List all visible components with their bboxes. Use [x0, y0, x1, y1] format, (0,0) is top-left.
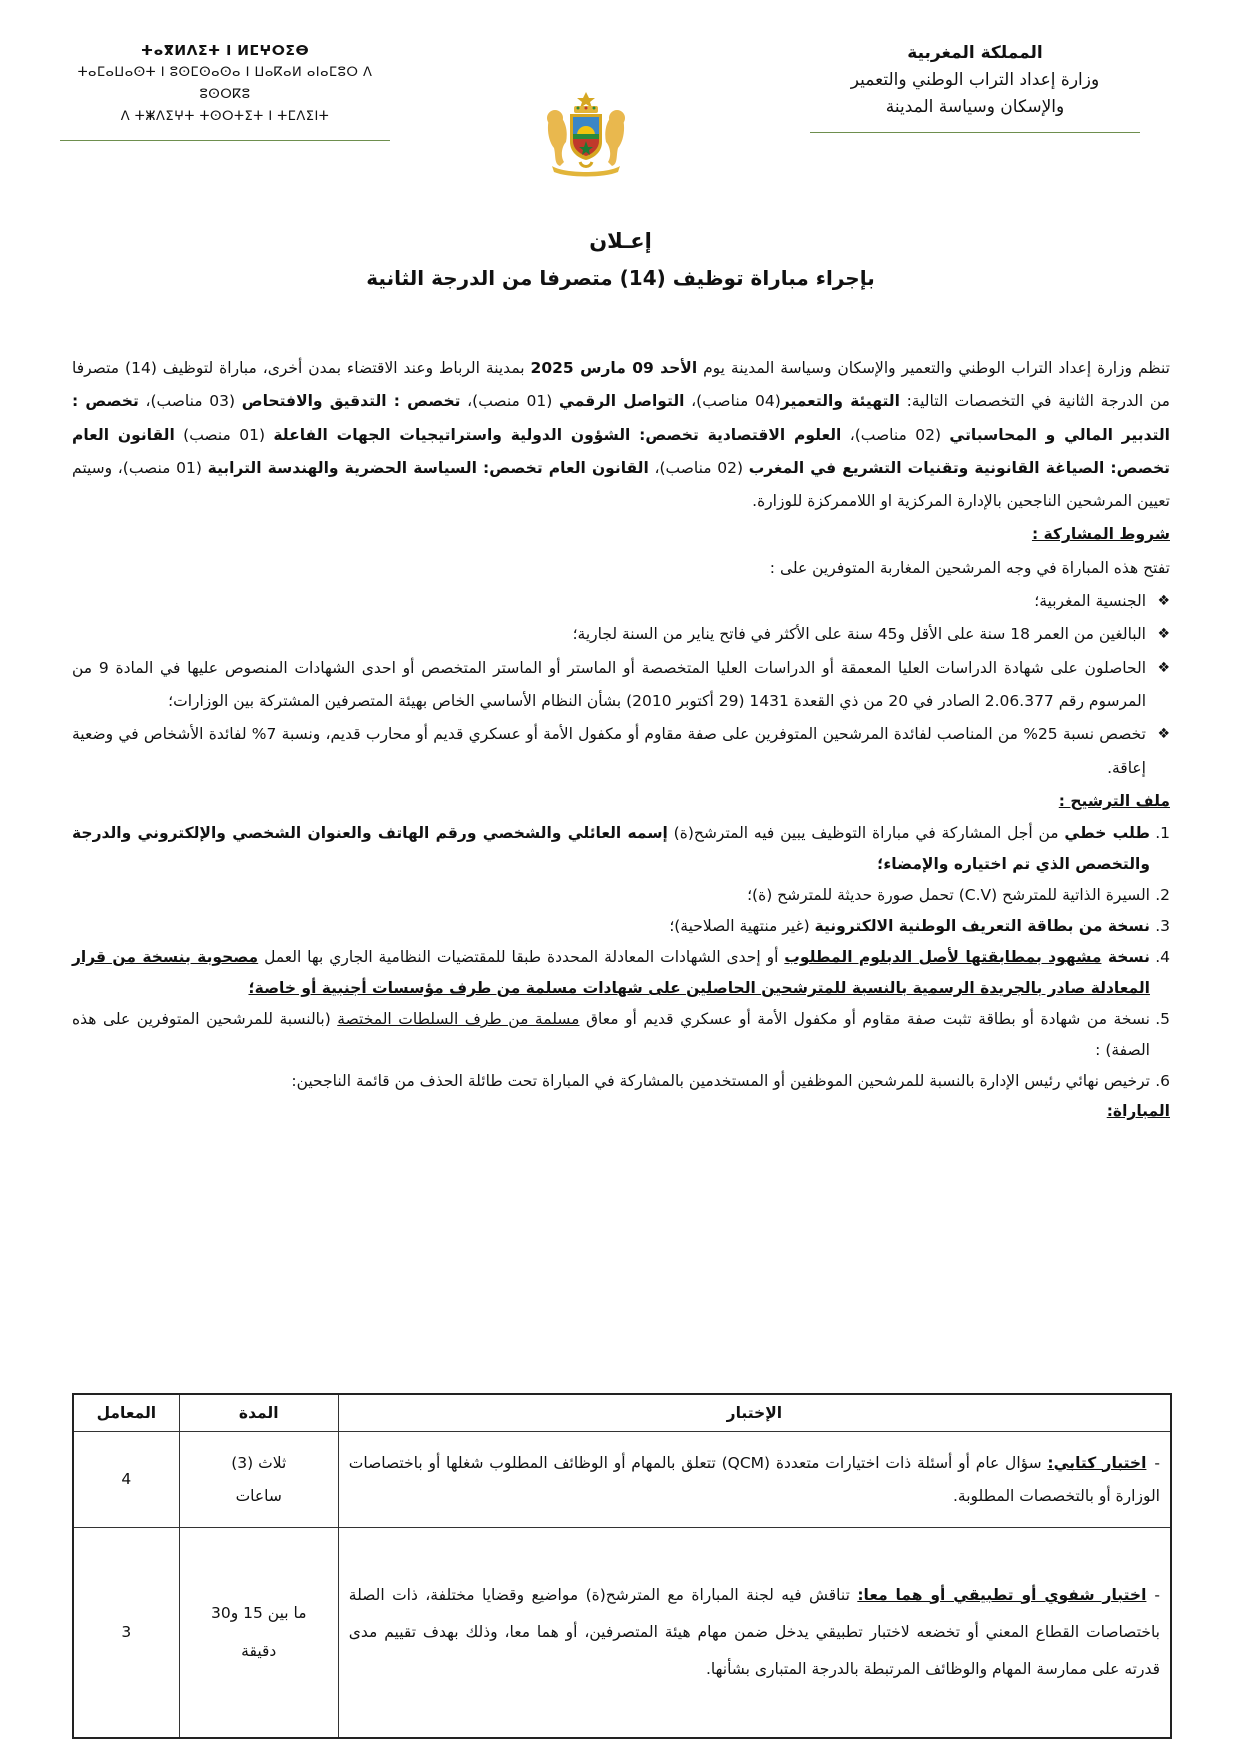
ministry-name-line2: والإسكان وسياسة المدينة — [885, 97, 1065, 117]
column-header-test: الإختبار — [338, 1394, 1171, 1432]
announcement-subtitle: بإجراء مباراة توظيف (14) متصرفا من الدرجة الثانية — [366, 266, 875, 290]
test-duration — [179, 1528, 338, 1738]
header-ministry — [810, 40, 1140, 133]
header-divider-right — [810, 132, 1140, 133]
specialty-name: العلوم الاقتصادية تخصص: الشؤون الدولية واستراتيجيات الجهات الفاعلة — [273, 425, 842, 444]
diamond-bullet-icon: ❖ — [1157, 726, 1170, 743]
test-description — [338, 1528, 1171, 1738]
duration-line: ساعات — [235, 1486, 282, 1505]
specialty-name: تخصص : التدقيق والافتحاص — [241, 392, 461, 411]
item-number: 6. — [1155, 1072, 1170, 1091]
item-text-underlined: مسلمة من طرف السلطات المختصة — [337, 1010, 580, 1029]
condition-text: الحاصلون على شهادة الدراسات العليا المعمقة أو الدراسات العليا المتخصصة أو الماستر أو الماستر المتخصص أو احدى الشهادات المنصوص عليها في المادة 9 من المرسوم رقم 2.06.377 الصادر في 20 من ذي القعدة 1431 (29 أكتوبر 2010) بشأن النظام الأساسي الخاص بهيئة المتصرفين المشتركة بين الوزارات؛ — [72, 658, 1146, 710]
list-item — [72, 911, 1170, 942]
announcement-body — [72, 352, 1170, 1125]
exam-table — [72, 1393, 1172, 1739]
list-item — [72, 652, 1170, 719]
specialty-name: القانون العام تخصص: الصياغة القانونية وتقنيات التشريع في المغرب — [72, 425, 1170, 477]
announcement-title-block — [0, 222, 1241, 296]
item-text-bold: إسمه العائلي والشخصي ورقم الهاتف والعنوان الشخصي والإلكتروني والدرجة والتخصص الذي تم اختياره والإمضاء؛ — [72, 824, 1150, 874]
exam-date: الأحد 09 مارس 2025 — [530, 359, 698, 377]
item-text-bold-underlined: مصحوبة بنسخة من قرار المعادلة صادر بالجريدة الرسمية بالنسبة للمترشحين الحاصلين على شهادات مسلمة من طرف مؤسسات أجنبية أو خاصة؛ — [72, 948, 1150, 998]
tifinagh-kingdom: ⵜⴰⴳⵍⴷⵉⵜ ⵏ ⵍⵎⵖⵔⵉⴱ — [140, 43, 310, 59]
condition-text: تخصص نسبة 25% من المناصب لفائدة المرشحين المتوفرين على صفة مقاوم أو مكفول الأمة أو عسكري قديم أو محارب قديم، ونسبة 7% لفائدة الأشخاص في وضعية إعاقة. — [72, 725, 1146, 777]
test-label: اختبار كتابي: — [1047, 1453, 1147, 1472]
file-heading: ملف الترشيح : — [1058, 791, 1170, 810]
list-item — [72, 818, 1170, 880]
condition-text: البالغين من العمر 18 سنة على الأقل و45 سنة على الأكثر في فاتح يناير من السنة لجارية؛ — [572, 625, 1146, 644]
list-item — [72, 718, 1170, 785]
item-text: أو إحدى الشهادات المعادلة المحددة طبقا للمقتضيات النظامية الجاري بها العمل — [258, 948, 785, 967]
item-text: نسخة من شهادة أو بطاقة تثبت صفة مقاوم أو مكفول الأمة أو عسكري قديم أو معاق — [579, 1010, 1150, 1029]
diamond-bullet-icon: ❖ — [1157, 659, 1170, 676]
item-text: السيرة الذاتية للمترشح (C.V) تحمل صورة حديثة للمترشح (ة)؛ — [747, 886, 1150, 905]
table-row — [73, 1432, 1171, 1528]
item-text-bold-underlined: مشهود بمطابقتها لأصل الدبلوم المطلوب — [784, 948, 1102, 967]
item-number: 5. — [1155, 1010, 1170, 1029]
test-label: اختبار شفوي أو تطبيقي أو هما معا: — [857, 1585, 1147, 1604]
item-number: 2. — [1155, 886, 1170, 905]
duration-line: ما بين 15 و30 — [210, 1604, 307, 1623]
specialty-name: القانون العام تخصص: السياسة الحضرية والهندسة الترابية — [207, 458, 649, 477]
kingdom-name: المملكة المغربية — [907, 43, 1043, 63]
specialty-count: (04 مناصب)، — [684, 392, 781, 411]
specialty-count: (02 مناصب)، — [648, 458, 749, 477]
condition-text: الجنسية المغربية؛ — [1034, 592, 1146, 611]
intro-text: تنظم وزارة إعداد التراب الوطني والتعمير والإسكان وسياسة المدينة يوم — [697, 359, 1170, 377]
list-item — [72, 585, 1170, 618]
dash-bullet: - — [1154, 1453, 1160, 1472]
list-item — [72, 880, 1170, 911]
specialty-count: (01 منصب)، — [460, 392, 560, 411]
column-header-duration: المدة — [179, 1394, 338, 1432]
specialty-count: (03 مناصب)، — [138, 392, 242, 411]
conditions-list — [72, 585, 1170, 785]
test-text: سؤال عام أو أسئلة ذات اختيارات متعددة (QCM) تتعلق بالمهام أو الوظائف المطلوب شغلها أو باختصاصات الوزارة أو بالتخصصات المطلوبة. — [348, 1453, 1160, 1505]
file-list — [72, 818, 1170, 1097]
test-text: تناقش فيه لجنة المباراة مع المترشح(ة) مواضيع وقضايا مختلفة، ذات الصلة باختصاصات القطاع المعني أو تخضعه لاختبار تطبيقي يدخل ضمن مهام هيئة المتصرفين، أو هما معا، وذلك بهدف تقييم مدى قدرته على ممارسة المهام والوظائف المرتبطة بالدرجة المتبارى بشأنها. — [348, 1585, 1160, 1678]
specialty-name: التهيئة والتعمير — [780, 392, 900, 411]
specialty-name: تخصص : التدبير المالي و المحاسباتي — [72, 392, 1170, 444]
test-coefficient: 4 — [73, 1432, 179, 1528]
intro-text: (01 منصب)، وسيتم تعيين المرشحين الناجحين بالإدارة المركزية او اللاممركزة للوزارة. — [72, 458, 1170, 511]
announcement-title: إعـلان — [589, 229, 652, 253]
diamond-bullet-icon: ❖ — [1157, 626, 1170, 643]
item-number: 4. — [1155, 948, 1170, 967]
item-text: (غير منتهية الصلاحية)؛ — [669, 917, 815, 936]
royal-coat-of-arms-emblem — [540, 86, 632, 180]
item-text-bold: طلب خطي — [1064, 824, 1150, 843]
conditions-intro: تفتح هذه المباراة في وجه المرشحين المغاربة المتوفرين على : — [769, 558, 1170, 577]
list-item — [72, 1004, 1170, 1066]
list-item — [72, 942, 1170, 1004]
header-tifinagh — [60, 40, 390, 141]
exam-heading: المباراة: — [1106, 1102, 1170, 1121]
test-description — [338, 1432, 1171, 1528]
list-item — [72, 1066, 1170, 1097]
specialty-count: (01 منصب) — [174, 425, 274, 444]
specialty-count: (02 مناصب)، — [841, 425, 950, 444]
item-number: 1. — [1155, 824, 1170, 843]
item-text-bold: نسخة — [1101, 948, 1151, 967]
duration-line: دقيقة — [241, 1642, 277, 1661]
item-text: من أجل المشاركة في مباراة التوظيف يبين فيه المترشح(ة) — [667, 824, 1065, 843]
conditions-heading: شروط المشاركة : — [1031, 525, 1170, 544]
column-header-coefficient: المعامل — [73, 1394, 179, 1432]
item-text: (بالنسبة للمرشحين المتوفرين على هذه الصفة) : — [72, 1010, 1150, 1060]
item-text-bold: نسخة من بطاقة التعريف الوطنية الالكترونية — [814, 917, 1150, 936]
table-row — [73, 1528, 1171, 1738]
item-text: ترخيص نهائي رئيس الإدارة بالنسبة للمرشحين الموظفين أو المستخدمين بالمشاركة في المباراة تحت طائلة الحذف من قائمة الناجحين: — [291, 1072, 1150, 1091]
duration-line: ثلاث (3) — [231, 1453, 287, 1472]
ministry-name-line1: وزارة إعداد التراب الوطني والتعمير — [850, 70, 1100, 90]
item-number: 3. — [1155, 917, 1170, 936]
intro-paragraph — [72, 352, 1170, 518]
list-item — [72, 618, 1170, 651]
tifinagh-ministry-line2: ⴷ ⵜⵥⴷⵉⵖⵜ ⵜⵙⵔⵜⵉⵜ ⵏ ⵜⵎⴷⵉⵏⵜ — [120, 109, 330, 124]
dash-bullet: - — [1154, 1585, 1160, 1604]
test-coefficient: 3 — [73, 1528, 179, 1738]
tifinagh-ministry-line1: ⵜⴰⵎⴰⵡⴰⵙⵜ ⵏ ⵓⵙⵎⵙⴰⵙⴰ ⵏ ⵡⴰⴽⴰⵍ ⴰⵏⴰⵎⵓⵔ ⴷ ⵓⵙⵔⴽⵓ — [77, 65, 373, 102]
intro-text: بمدينة الرباط وعند الاقتضاء بمدن أخرى، مباراة لتوظيف (14) متصرفا من الدرجة الثانية في التخصصات التالية: — [72, 359, 1170, 411]
test-duration — [179, 1432, 338, 1528]
header-divider-left — [60, 140, 390, 141]
table-header-row — [73, 1394, 1171, 1432]
diamond-bullet-icon: ❖ — [1157, 593, 1170, 610]
specialty-name: التواصل الرقمي — [559, 392, 685, 411]
